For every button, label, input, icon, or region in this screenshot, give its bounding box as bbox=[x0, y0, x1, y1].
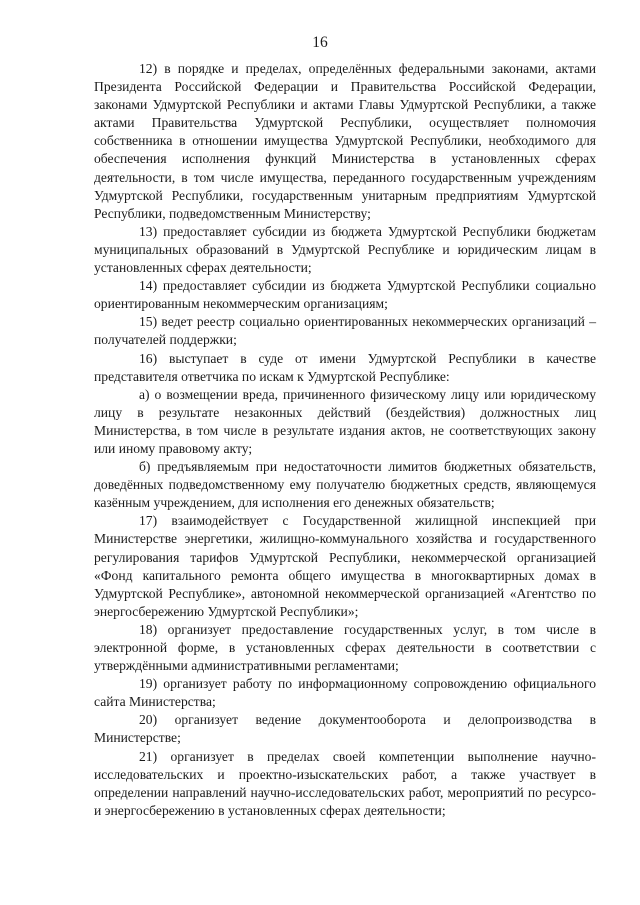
paragraph-item-15: 15) ведет реестр социально ориентированных некоммерческих организаций – получателей поддержки; bbox=[94, 314, 596, 348]
document-body bbox=[94, 60, 596, 820]
paragraph-item-17: 17) взаимодействует с Государственной жилищной инспекцией при Министерстве энергетики, жилищно-коммунального хозяйства и государственного регулирования тарифов Удмуртской Республики, некоммерческой организацией «Фонд капитального ремонта общего имущества в многоквартирных домах в Удмуртской Республике», автономной некоммерческой организацией «Агентство по энергосбережению Удмуртской Республики»; bbox=[94, 513, 596, 619]
page-number: 16 bbox=[312, 34, 328, 51]
paragraph-item-14: 14) предоставляет субсидии из бюджета Удмуртской Республики социально ориентированным некоммерческим организациям; bbox=[94, 278, 596, 312]
paragraph-subitem-16a: а) о возмещении вреда, причиненного физическому лицу или юридическому лицу в результате незаконных действий (бездействия) должностных лиц Министерства, в том числе в результате издания актов, не соответствующих закону или иному правовому акту; bbox=[94, 386, 596, 456]
paragraph-item-16: 16) выступает в суде от имени Удмуртской Республики в качестве представителя ответчика по искам к Удмуртской Республике: bbox=[94, 350, 596, 384]
paragraph-item-18: 18) организует предоставление государственных услуг, в том числе в электронной форме, в установленных сферах деятельности в соответствии с утверждёнными административными регламентами; bbox=[94, 621, 596, 674]
paragraph-subitem-16b: б) предъявляемым при недостаточности лимитов бюджетных обязательств, доведённых подведомственному ему получателю бюджетных средств, являющемуся казённым учреждением, для исполнения его денежных обязательств; bbox=[94, 459, 596, 511]
paragraph-item-19: 19) организует работу по информационному сопровождению официального сайта Министерства; bbox=[94, 676, 596, 710]
paragraph-item-12: 12) в порядке и пределах, определённых федеральными законами, актами Президента Российской Федерации и Правительства Российской Федерации, законами Удмуртской Республики и актами Главы Удмуртской Республики, а также актами Правительства Удмуртской Республики, осуществляет полномочия собственника в отношении имущества Удмуртской Республики, необходимого для обеспечения исполнения функций Министерства в установленных сферах деятельности, в том числе имущества, переданного государственным учреждениям Удмуртской Республики, государственным унитарным предприятиям Удмуртской Республики, подведомственным Министерству; bbox=[94, 61, 596, 221]
paragraph-item-13: 13) предоставляет субсидии из бюджета Удмуртской Республики бюджетам муниципальных образований в Удмуртской Республике и юридическим лицам в установленных сферах деятельности; bbox=[94, 223, 596, 276]
paragraph-item-20: 20) организует ведение документооборота и делопроизводства в Министерстве; bbox=[94, 712, 596, 746]
paragraph-item-21: 21) организует в пределах своей компетенции выполнение научно-исследовательских и проектно-изыскательских работ, а также участвует в определении направлений научно-исследовательских работ, мероприятий по ресурсо- и энергосбережению в установленных сферах деятельности; bbox=[94, 748, 596, 818]
